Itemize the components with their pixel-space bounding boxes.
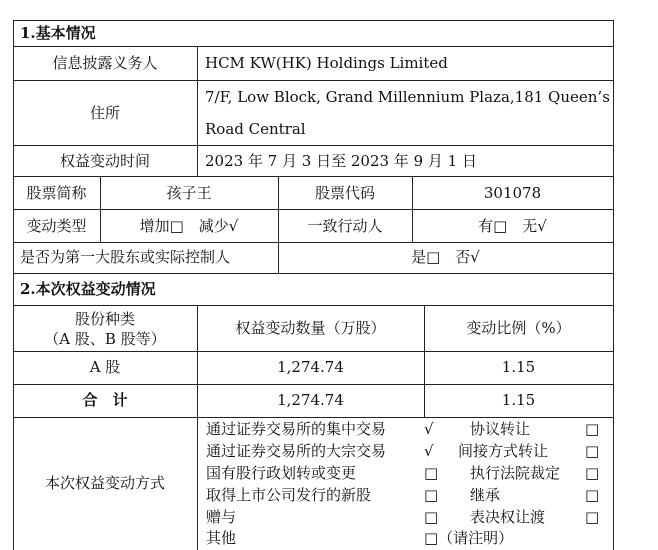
col3-header: 变动比例（%） xyxy=(466,319,571,337)
col1-header-line1: 股份种类 xyxy=(74,310,135,328)
change-type-label: 变动类型 xyxy=(26,217,87,235)
address-line-2: Road Central xyxy=(205,120,306,138)
method-right-4: 继承 xyxy=(470,486,501,504)
concert-label: 一致行动人 xyxy=(307,217,383,235)
period-label: 权益变动时间 xyxy=(59,152,150,170)
section1-title: 1.基本情况 xyxy=(20,24,96,42)
method-left-mark-5: □ xyxy=(424,508,439,526)
col1-header-line2: （A 股、B 股等） xyxy=(44,330,166,348)
address-line-1: 7/F, Low Block, Grand Millennium Plaza,181 Queen’s xyxy=(205,88,610,106)
row-total-type: 合 计 xyxy=(82,391,128,409)
method-left-2: 通过证券交易所的大宗交易 xyxy=(206,442,387,460)
method-right-5: 表决权让渡 xyxy=(470,508,546,526)
stock-name-value: 孩子王 xyxy=(166,184,212,202)
discloser-value: HCM KW(HK) Holdings Limited xyxy=(205,54,448,72)
discloser-label: 信息披露义务人 xyxy=(52,54,158,72)
method-right-mark-5: □ xyxy=(585,508,600,526)
change-type-value: 增加□ 减少√ xyxy=(139,217,239,235)
method-right-3: 执行法院裁定 xyxy=(470,464,561,482)
period-value: 2023 年 7 月 3 日至 2023 年 9 月 1 日 xyxy=(205,152,477,170)
method-left-4: 取得上市公司发行的新股 xyxy=(206,486,372,504)
method-left-1: 通过证券交易所的集中交易 xyxy=(206,420,387,438)
row-a-ratio: 1.15 xyxy=(501,358,536,376)
concert-value: 有□ 无√ xyxy=(478,217,547,235)
method-right-mark-2: □ xyxy=(585,442,600,460)
method-left-mark-1: √ xyxy=(424,420,434,438)
stock-code-label: 股票代码 xyxy=(314,184,375,202)
method-right-1: 协议转让 xyxy=(470,420,531,438)
method-other-value: □（请注明） xyxy=(424,529,514,547)
row-a-qty: 1,274.74 xyxy=(277,358,344,376)
method-left-mark-4: □ xyxy=(424,486,439,504)
controller-value: 是□ 否√ xyxy=(411,248,480,266)
row-total-qty: 1,274.74 xyxy=(277,391,344,409)
controller-label: 是否为第一大股东或实际控制人 xyxy=(20,248,231,266)
col2-header: 权益变动数量（万股） xyxy=(235,319,386,337)
method-left-mark-2: √ xyxy=(424,442,434,460)
address-label: 住所 xyxy=(89,104,120,122)
stock-name-label: 股票简称 xyxy=(26,184,87,202)
method-other-label: 其他 xyxy=(206,529,237,547)
method-label: 本次权益变动方式 xyxy=(44,474,165,492)
row-total-ratio: 1.15 xyxy=(501,391,536,409)
method-right-mark-4: □ xyxy=(585,486,600,504)
section2-title: 2.本次权益变动情况 xyxy=(20,280,156,298)
method-left-3: 国有股行政划转或变更 xyxy=(206,464,357,482)
method-right-mark-3: □ xyxy=(585,464,600,482)
method-left-5: 赠与 xyxy=(206,508,237,526)
method-right-mark-1: □ xyxy=(585,420,600,438)
method-left-mark-3: □ xyxy=(424,464,439,482)
stock-code-value: 301078 xyxy=(483,184,542,202)
method-right-2: 间接方式转让 xyxy=(458,442,549,460)
row-a-type: A 股 xyxy=(89,358,121,376)
